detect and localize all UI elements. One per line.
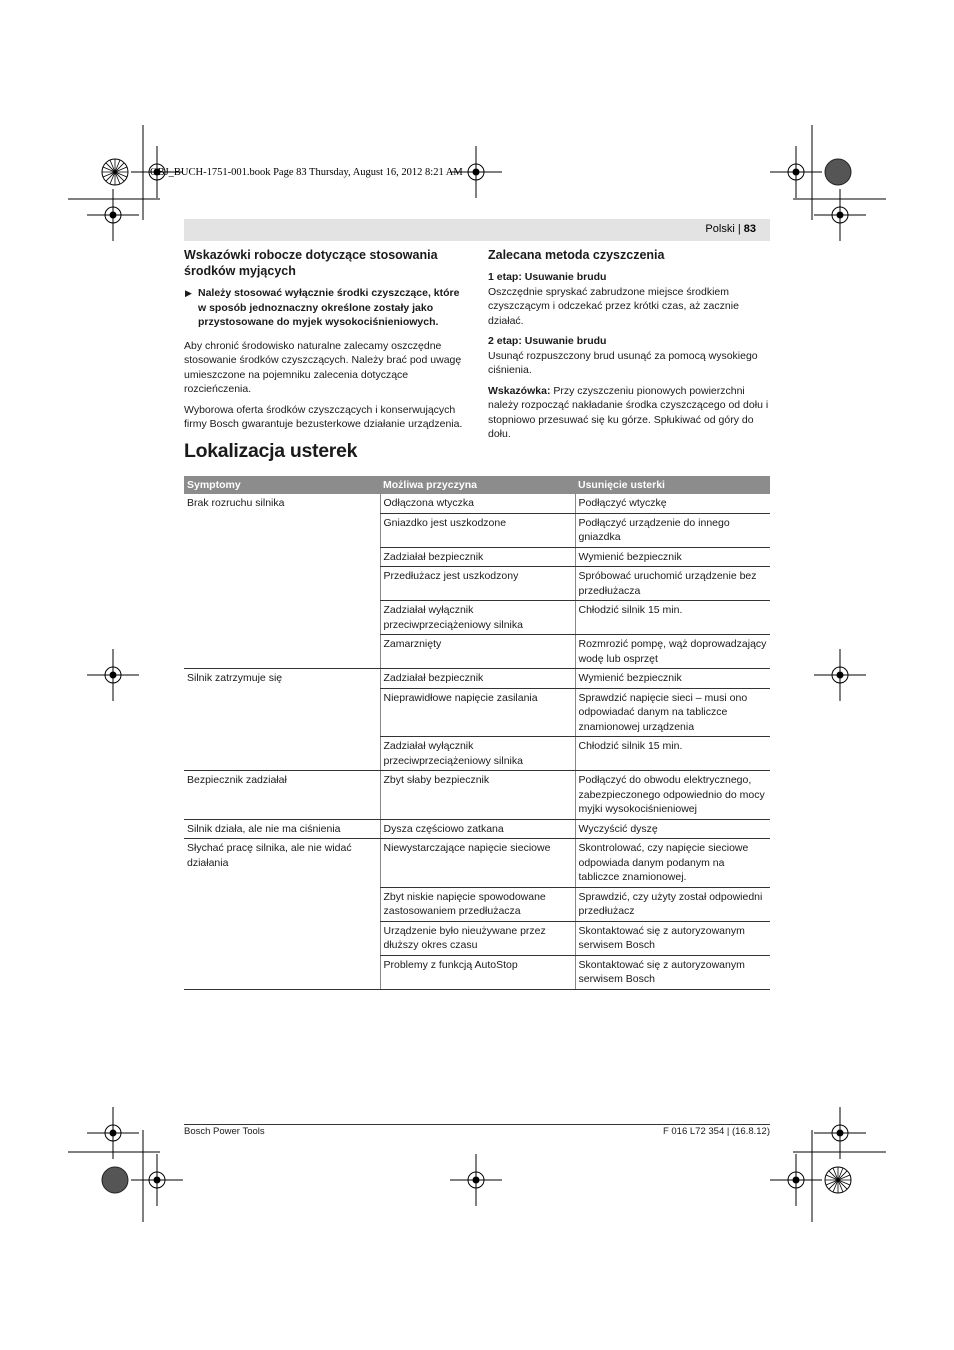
cause-cell: Nieprawidłowe napięcie zasilania	[380, 688, 575, 737]
cause-cell: Dysza częściowo zatkana	[380, 819, 575, 839]
remedy-cell: Rozmrozić pompę, wąż doprowadzający wodę lub osprzęt	[575, 635, 770, 669]
page-number: 83	[743, 223, 756, 235]
table-row	[184, 494, 770, 513]
footer-doc-id: F 016 L72 354 | (16.8.12)	[662, 1126, 770, 1137]
remedy-cell: Skontaktować się z autoryzowanym serwisem Bosch	[575, 955, 770, 989]
cause-cell: Niewystarczające napięcie sieciowe	[380, 839, 575, 888]
remedy-cell: Sprawdzić napięcie sieci – musi ono odpowiadać danym na tabliczce znamionowej urządzenia	[575, 688, 770, 737]
note	[488, 384, 770, 442]
remedy-cell: Wymienić bezpiecznik	[575, 669, 770, 689]
print-slug: OBJ_BUCH-1751-001.book Page 83 Thursday, August 16, 2012 8:21 AM	[150, 167, 463, 178]
header-page-label	[705, 223, 756, 235]
header-language: Polski	[705, 223, 735, 235]
cause-cell: Gniazdko jest uszkodzone	[380, 513, 575, 547]
warning-note	[184, 286, 466, 330]
col-header-symptoms: Symptomy	[184, 476, 380, 494]
remedy-cell: Podłączyć wtyczkę	[575, 494, 770, 513]
right-column	[488, 247, 770, 448]
step2-text: Usunąć rozpuszczony brud usunąć za pomocą wysokiego ciśnienia.	[488, 349, 758, 376]
footer-brand: Bosch Power Tools	[184, 1126, 265, 1137]
left-paragraph-2: Wyborowa oferta środków czyszczących i konserwujących firmy Bosch gwarantuje bezusterkowe działanie urządzenia.	[184, 403, 463, 430]
symptom-cell: Brak rozruchu silnika	[184, 494, 380, 669]
section-title: Lokalizacja usterek	[184, 440, 358, 462]
note-text: Przy czyszczeniu pionowych powierzchni należy rozpocząć nakładanie środka czyszczącego od dołu i stopniowo przesuwać się ku górze. Spłukiwać od góry do dołu.	[488, 384, 769, 440]
cause-cell: Zadziałał wyłącznik przeciwprzeciążeniowy silnika	[380, 601, 575, 635]
right-heading: Zalecana metoda czyszczenia	[488, 248, 665, 262]
cause-cell: Zamarznięty	[380, 635, 575, 669]
warning-text: Należy stosować wyłącznie środki czyszczące, które w sposób jednoznaczny określone zostały jako przystosowane do myjek wysokociśnieniowych.	[198, 287, 460, 328]
table-row	[184, 669, 770, 689]
table-row	[184, 819, 770, 839]
remedy-cell: Podłączyć urządzenie do innego gniazdka	[575, 513, 770, 547]
cause-cell: Przedłużacz jest uszkodzony	[380, 567, 575, 601]
col-header-remedy: Usunięcie usterki	[575, 476, 770, 494]
col-header-cause: Możliwa przyczyna	[380, 476, 575, 494]
note-label: Wskazówka:	[488, 384, 551, 397]
remedy-cell: Wyczyścić dyszę	[575, 819, 770, 839]
remedy-cell: Podłączyć do obwodu elektrycznego, zabezpieczonego odpowiednio do mocy myjki wysokociśnieniowej	[575, 771, 770, 820]
cause-cell: Odłączona wtyczka	[380, 494, 575, 513]
page-header	[184, 219, 770, 241]
remedy-cell: Chłodzić silnik 15 min.	[575, 601, 770, 635]
table-header-row	[184, 476, 770, 494]
left-heading: Wskazówki robocze dotyczące stosowania środków myjących	[184, 248, 438, 278]
footer-rule	[184, 1124, 770, 1125]
table-row	[184, 839, 770, 888]
remedy-cell: Wymienić bezpiecznik	[575, 547, 770, 567]
symptom-cell: Bezpiecznik zadziałał	[184, 771, 380, 820]
triangle-bullet-icon: ▶	[185, 288, 192, 298]
troubleshooting-table	[184, 476, 770, 990]
cause-cell: Zadziałał bezpiecznik	[380, 547, 575, 567]
header-separator: |	[737, 223, 741, 235]
cause-cell: Zadziałał wyłącznik przeciwprzeciążeniowy silnika	[380, 737, 575, 771]
step1-text: Oszczędnie spryskać zabrudzone miejsce środkiem czyszczącym i odczekać przez krótki czas, aż zacznie działać.	[488, 285, 739, 327]
remedy-cell: Chłodzić silnik 15 min.	[575, 737, 770, 771]
cause-cell: Zadziałał bezpiecznik	[380, 669, 575, 689]
symptom-cell: Silnik działa, ale nie ma ciśnienia	[184, 819, 380, 839]
symptom-cell: Słychać pracę silnika, ale nie widać działania	[184, 839, 380, 990]
table-body	[184, 494, 770, 989]
remedy-cell: Skontaktować się z autoryzowanym serwisem Bosch	[575, 921, 770, 955]
step1-title: 1 etap: Usuwanie brudu	[488, 271, 607, 283]
table-row	[184, 771, 770, 820]
cause-cell: Zbyt niskie napięcie spowodowane zastosowaniem przedłużacza	[380, 887, 575, 921]
remedy-cell: Sprawdzić, czy użyty został odpowiedni przedłużacz	[575, 887, 770, 921]
remedy-cell: Skontrolować, czy napięcie sieciowe odpowiada danym podanym na tabliczce znamionowej.	[575, 839, 770, 888]
left-paragraph-1: Aby chronić środowisko naturalne zalecamy oszczędne stosowanie środków czyszczących. Należy brać pod uwagę umieszczone na pojemniku zalecenia dotyczące rozcieńczenia.	[184, 339, 462, 395]
cause-cell: Urządzenie było nieużywane przez dłuższy okres czasu	[380, 921, 575, 955]
cause-cell: Problemy z funkcją AutoStop	[380, 955, 575, 989]
left-column	[184, 247, 466, 438]
remedy-cell: Spróbować uruchomić urządzenie bez przedłużacza	[575, 567, 770, 601]
step2-title: 2 etap: Usuwanie brudu	[488, 335, 607, 347]
cause-cell: Zbyt słaby bezpiecznik	[380, 771, 575, 820]
symptom-cell: Silnik zatrzymuje się	[184, 669, 380, 771]
